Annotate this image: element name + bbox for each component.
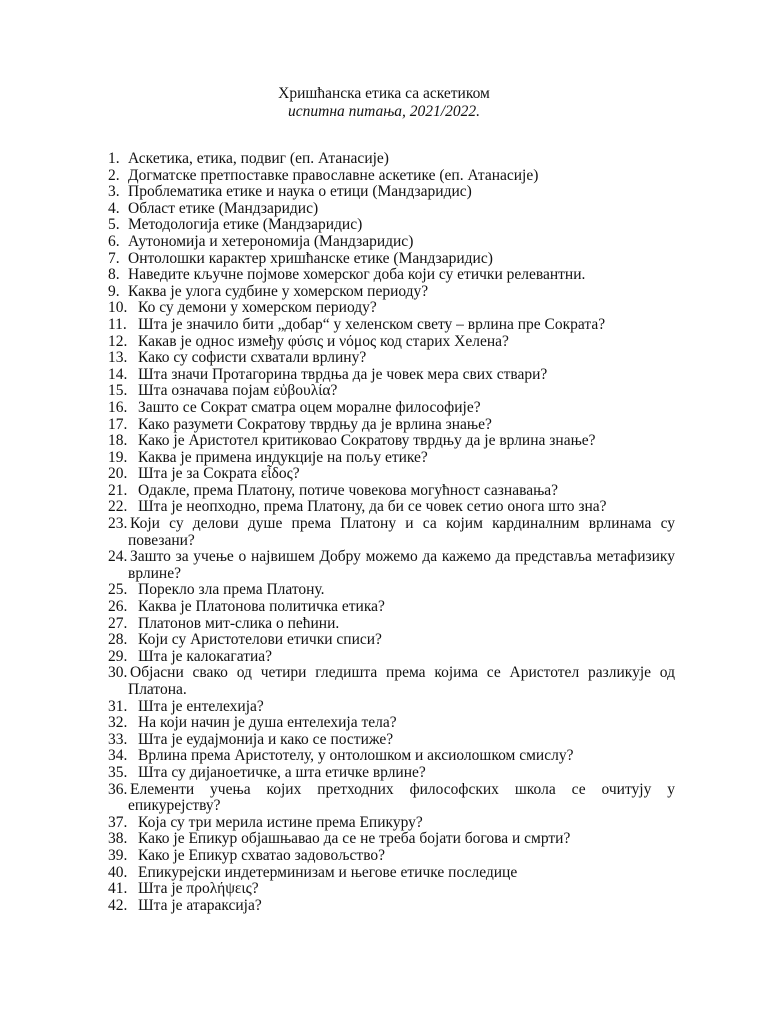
question-item	[108, 765, 675, 782]
question-number: 30.	[108, 664, 128, 682]
question-text: Догматске претпоставке православне аскетике (еп. Атанасије)	[128, 166, 539, 184]
question-text: Шта је за Сократа εἶδος?	[138, 465, 300, 483]
document-subtitle: испитна питања, 2021/2022.	[288, 103, 480, 120]
question-number: 39.	[108, 846, 128, 864]
question-number: 22.	[108, 498, 128, 516]
question-number: 10.	[108, 299, 128, 317]
question-number: 4.	[108, 199, 120, 217]
question-text: Шта су дијаноетичке, а шта етичке врлине?	[138, 763, 426, 781]
question-number: 11.	[108, 315, 127, 333]
question-item	[108, 699, 675, 716]
question-item	[108, 632, 675, 649]
question-text: Ко су демони у хомерском периоду?	[138, 299, 377, 317]
question-number: 5.	[108, 216, 120, 234]
question-number: 14.	[108, 365, 128, 383]
question-number: 2.	[108, 166, 120, 184]
question-text: Шта означава појам εὐβουλία?	[138, 382, 338, 400]
question-text: Како је Епикур схватао задовољство?	[138, 846, 386, 864]
question-number: 15.	[108, 382, 128, 400]
question-number: 36.	[108, 780, 128, 798]
question-item	[108, 168, 675, 185]
question-text: Проблематика етике и наука о етици (Мандзаридис)	[128, 183, 472, 201]
question-text: Епикурејски индетерминизам и његове етичке последице	[138, 863, 518, 881]
question-item	[108, 417, 675, 434]
question-number: 26.	[108, 598, 128, 616]
question-text: Област етике (Мандзаридис)	[128, 199, 319, 217]
question-text-continuation: Платона.	[128, 681, 187, 698]
question-text: Какав је однос између φύσις и νόμος код старих Хелена?	[138, 332, 509, 350]
question-number: 16.	[108, 398, 128, 416]
question-number: 41.	[108, 880, 128, 898]
question-item	[108, 300, 675, 317]
question-item	[108, 848, 675, 865]
question-text: Врлина према Аристотелу, у онтолошком и аксиолошком смислу?	[138, 747, 574, 765]
question-item	[108, 450, 675, 467]
question-item	[108, 151, 675, 168]
question-item	[108, 184, 675, 201]
question-number: 33.	[108, 730, 128, 748]
question-text: Аскетика, етика, подвиг (еп. Атанасије)	[128, 150, 389, 167]
question-item	[108, 715, 675, 732]
question-item	[108, 599, 675, 616]
question-text: Шта је калокагатиа?	[138, 647, 273, 665]
question-number: 24.	[108, 548, 128, 566]
question-number: 28.	[108, 631, 128, 649]
question-list	[108, 151, 675, 914]
question-text: Како разумети Сократову тврдњу да је врлина знање?	[138, 415, 492, 433]
question-number: 27.	[108, 614, 128, 632]
question-number: 8.	[108, 266, 120, 284]
question-number: 13.	[108, 349, 128, 367]
question-text: Методологија етике (Мандзаридис)	[128, 216, 363, 234]
question-text: Како је Аристотел критиковао Сократову тврдњу да је врлина знање?	[138, 432, 596, 450]
question-item	[108, 665, 675, 698]
question-number: 42.	[108, 896, 128, 914]
question-number: 12.	[108, 332, 128, 350]
question-number: 7.	[108, 249, 120, 267]
question-text: Каква је примена индукције на пољу етике?	[138, 448, 428, 466]
question-text: На који начин је душа ентелехија тела?	[138, 714, 397, 732]
question-item	[108, 865, 675, 882]
question-text: Шта је атараксија?	[138, 896, 262, 914]
question-item	[108, 732, 675, 749]
document-title: Хришћанска етика са аскетиком	[278, 85, 490, 102]
question-item	[108, 516, 675, 549]
question-item	[108, 317, 675, 334]
question-number: 19.	[108, 448, 128, 466]
question-text: Зашто за учење о највишем Добру можемо да кажемо да представља метафизику	[130, 548, 675, 566]
question-text: Шта значи Протагорина тврдња да је човек мера свих ствари?	[138, 365, 548, 383]
question-text: Шта је значило бити „добар“ у хеленском свету – врлина пре Сократа?	[138, 315, 606, 333]
question-number: 25.	[108, 581, 128, 599]
question-item	[108, 499, 675, 516]
question-number: 32.	[108, 714, 128, 732]
question-text: Који су делови душе према Платону и са којим кардиналним врлинама су	[130, 515, 675, 533]
question-item	[108, 433, 675, 450]
question-number: 17.	[108, 415, 128, 433]
question-number: 6.	[108, 232, 120, 250]
question-number: 38.	[108, 830, 128, 848]
question-number: 21.	[108, 481, 128, 499]
question-number: 20.	[108, 465, 128, 483]
question-item	[108, 234, 675, 251]
question-item	[108, 284, 675, 301]
question-text: Зашто се Сократ сматра оцем моралне философије?	[138, 398, 481, 416]
question-item	[108, 616, 675, 633]
question-number: 18.	[108, 432, 128, 450]
question-text: Каква је Платонова политичка етика?	[138, 598, 385, 616]
question-text: Порекло зла према Платону.	[138, 581, 325, 599]
question-item	[108, 815, 675, 832]
question-item	[108, 649, 675, 666]
question-item	[108, 898, 675, 915]
question-item	[108, 383, 675, 400]
question-text: Шта је προλήψεις?	[138, 880, 259, 898]
question-item	[108, 251, 675, 268]
question-item	[108, 400, 675, 417]
question-text: Одакле, према Платону, потиче човекова могућност сазнавања?	[138, 481, 559, 499]
question-text: Шта је ентелехија?	[138, 697, 264, 715]
question-text-continuation: врлине?	[128, 564, 181, 582]
question-text: Како су софисти схватали врлину?	[138, 349, 367, 367]
question-item	[108, 367, 675, 384]
question-item	[108, 350, 675, 367]
question-text: Онтолошки карактер хришћанске етике (Мандзаридис)	[128, 249, 493, 267]
question-text: Која су три мерила истине према Епикуру?	[138, 813, 423, 831]
question-item	[108, 582, 675, 599]
question-text: Који су Аристотелови етички списи?	[138, 631, 382, 649]
question-text: Наведите кључне појмове хомерског доба који су етички релевантни.	[128, 266, 586, 284]
question-number: 35.	[108, 763, 128, 781]
question-item	[108, 748, 675, 765]
question-item	[108, 466, 675, 483]
question-item	[108, 217, 675, 234]
question-number: 23.	[108, 515, 128, 533]
question-text: Елементи учења којих претходних философских школа се очитују у	[130, 780, 675, 798]
question-item	[108, 782, 675, 815]
question-text: Шта је неопходно, према Платону, да би се човек сетио онога што зна?	[138, 498, 607, 516]
question-text: Како је Епикур објашњавао да се не треба бојати богова и смрти?	[138, 830, 571, 848]
question-text: Објасни свако од четири гледишта према којима се Аристотел разликује од	[130, 664, 675, 682]
question-number: 34.	[108, 747, 128, 765]
question-text: Платонов мит-слика о пећини.	[138, 614, 340, 632]
question-number: 3.	[108, 183, 120, 201]
question-text: Аутономија и хетерономија (Мандзаридис)	[128, 232, 414, 250]
question-number: 9.	[108, 282, 120, 300]
question-item	[108, 831, 675, 848]
question-text-continuation: повезани?	[128, 531, 195, 549]
question-text: Каква је улога судбине у хомерском периоду?	[128, 282, 429, 300]
question-item	[108, 334, 675, 351]
question-item	[108, 201, 675, 218]
question-text-continuation: епикурејству?	[128, 797, 221, 815]
question-item	[108, 267, 675, 284]
question-item	[108, 881, 675, 898]
question-item	[108, 483, 675, 500]
question-number: 40.	[108, 863, 128, 881]
question-number: 29.	[108, 647, 128, 665]
question-number: 31.	[108, 697, 128, 715]
question-number: 1.	[108, 150, 120, 167]
question-number: 37.	[108, 813, 128, 831]
question-item	[108, 549, 675, 582]
question-text: Шта је еудајмонија и како се постиже?	[138, 730, 394, 748]
